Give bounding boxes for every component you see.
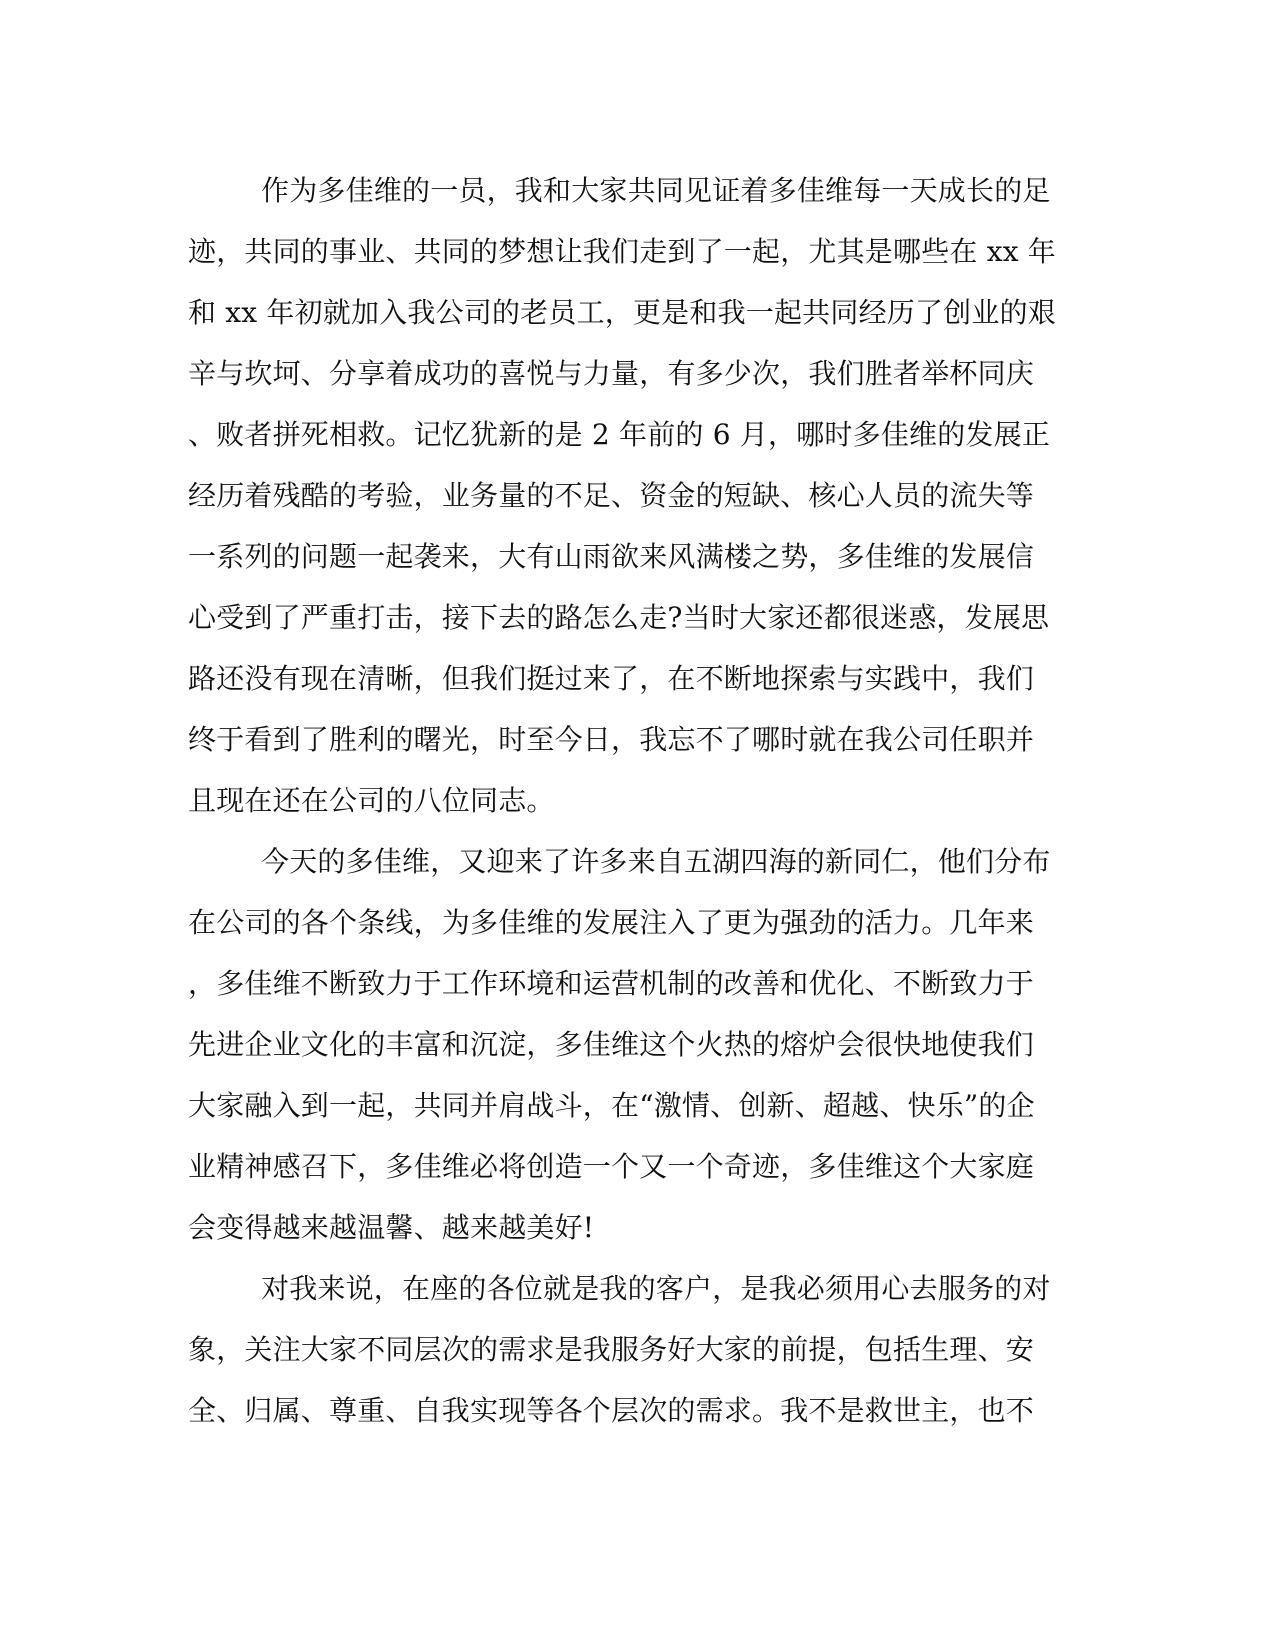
paragraph-2-line-4: 先进企业文化的丰富和沉淀，多佳维这个火热的熔炉会很快地使我们 [188, 1028, 1035, 1061]
paragraph-1-line-7: 一系列的问题一起袭来，大有山雨欲来风满楼之势，多佳维的发展信 [188, 540, 1035, 573]
paragraph-2-line-2: 在公司的各个条线，为多佳维的发展注入了更为强劲的活力。几年来 [188, 906, 1035, 939]
paragraph-1-line-2: 迹，共同的事业、共同的梦想让我们走到了一起，尤其是哪些在 xx 年 [188, 235, 1056, 268]
paragraph-2-line-1: 今天的多佳维，又迎来了许多来自五湖四海的新同仁，他们分布 [261, 845, 1051, 878]
paragraph-2-line-5: 大家融入到一起，共同并肩战斗，在“激情、创新、超越、快乐”的企 [188, 1089, 1035, 1122]
paragraph-2-line-6: 业精神感召下，多佳维必将创造一个又一个奇迹，多佳维这个大家庭 [188, 1150, 1035, 1183]
paragraph-3-line-2: 象，关注大家不同层次的需求是我服务好大家的前提，包括生理、安 [188, 1333, 1035, 1366]
paragraph-3-line-3: 全、归属、尊重、自我实现等各个层次的需求。我不是救世主，也不 [188, 1394, 1035, 1427]
paragraph-1-line-11: 且现在还在公司的八位同志。 [188, 784, 555, 817]
paragraph-1-line-1: 作为多佳维的一员，我和大家共同见证着多佳维每一天成长的足 [261, 174, 1051, 207]
paragraph-1-line-6: 经历着残酷的考验，业务量的不足、资金的短缺、核心人员的流失等 [188, 479, 1035, 512]
paragraph-1-line-10: 终于看到了胜利的曙光，时至今日，我忘不了哪时就在我公司任职并 [188, 723, 1035, 756]
paragraph-1-line-9: 路还没有现在清晰，但我们挺过来了，在不断地探索与实践中，我们 [188, 662, 1035, 695]
paragraph-2-line-3: ，多佳维不断致力于工作环境和运营机制的改善和优化、不断致力于 [188, 967, 1035, 1000]
paragraph-2-line-7: 会变得越来越温馨、越来越美好! [188, 1211, 595, 1244]
paragraph-1-line-8: 心受到了严重打击，接下去的路怎么走?当时大家还都很迷惑，发展思 [188, 601, 1050, 634]
paragraph-3-line-1: 对我来说，在座的各位就是我的客户，是我必须用心去服务的对 [261, 1272, 1051, 1305]
paragraph-1-line-4: 辛与坎坷、分享着成功的喜悦与力量，有多少次，我们胜者举杯同庆 [188, 357, 1035, 390]
paragraph-1-line-5: 、败者拼死相救。记忆犹新的是 2 年前的 6 月，哪时多佳维的发展正 [188, 418, 1051, 451]
document-body [188, 160, 1088, 1441]
paragraph-1-line-3: 和 xx 年初就加入我公司的老员工，更是和我一起共同经历了创业的艰 [188, 296, 1056, 329]
